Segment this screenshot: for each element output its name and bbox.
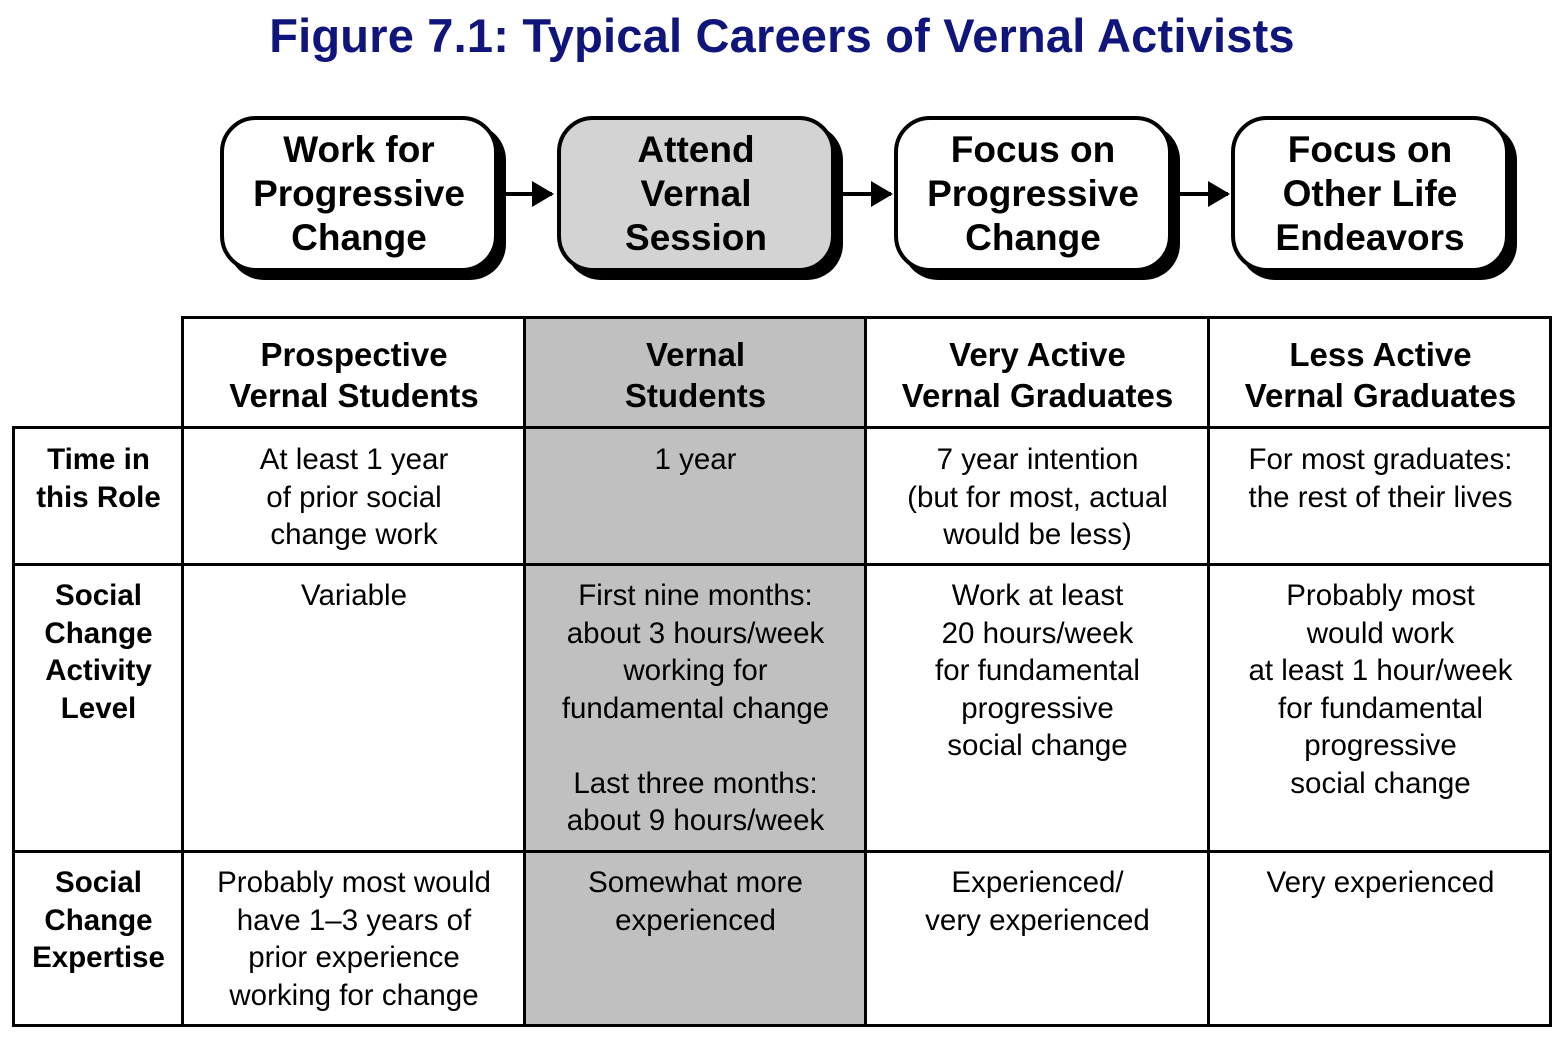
flow-step-attend-vernal-session [557, 116, 835, 272]
flow-step-label: Focus on Progressive Change [927, 129, 1139, 258]
table-cell: Probably most would work at least 1 hour/week for fundamental progressive social change [1248, 579, 1513, 800]
flow-step-label: Focus on Other Life Endeavors [1275, 129, 1465, 258]
table-cell: Very experienced [1266, 866, 1495, 899]
table-border [864, 316, 867, 1027]
row-label-expertise: Social Change Expertise [32, 866, 165, 974]
flow-step-work-for-progressive-change [220, 116, 498, 272]
row-label-time-in-role: Time in this Role [36, 443, 161, 514]
table-border [1549, 316, 1552, 1027]
flow-arrow [502, 192, 552, 196]
column-header-vernal-students: Vernal Students [624, 336, 767, 414]
table-border [523, 316, 526, 1027]
row-label-activity-level: Social Change Activity Level [44, 579, 153, 725]
table-border [12, 426, 15, 1027]
flow-step-label: Attend Vernal Session [625, 129, 767, 258]
table-border [12, 1024, 1552, 1027]
table-cell: Probably most would have 1–3 years of prior experience working for change [217, 866, 491, 1012]
figure-title: Figure 7.1: Typical Careers of Vernal Activists [269, 9, 1295, 62]
flow-step-label: Work for Progressive Change [253, 129, 465, 258]
flow-arrow [1176, 192, 1228, 196]
table-cell: Somewhat more experienced [588, 866, 803, 937]
table-cell: Variable [300, 579, 408, 612]
table-border [181, 316, 184, 1027]
table-border [12, 426, 1552, 429]
column-header-less-active: Less Active Vernal Graduates [1244, 336, 1517, 414]
column-header-prospective: Prospective Vernal Students [229, 336, 479, 414]
flow-arrow [839, 192, 891, 196]
table-border [1207, 316, 1210, 1027]
table-cell: Experienced/ very experienced [925, 866, 1150, 937]
table-cell: 1 year [654, 443, 737, 476]
table-border [12, 850, 1552, 853]
table-border [12, 563, 1552, 566]
flow-step-focus-on-other-life-endeavors [1231, 116, 1509, 272]
table-cell: First nine months: about 3 hours/week working for fundamental change Last three months: about 9 hours/week [561, 579, 830, 837]
flow-step-focus-on-progressive-change [894, 116, 1172, 272]
table-cell: At least 1 year of prior social change work [259, 443, 449, 551]
column-header-very-active: Very Active Vernal Graduates [901, 336, 1174, 414]
table-cell: Work at least 20 hours/week for fundamental progressive social change [935, 579, 1140, 762]
table-cell: For most graduates: the rest of their lives [1248, 443, 1513, 514]
table-cell: 7 year intention (but for most, actual would be less) [907, 443, 1168, 551]
